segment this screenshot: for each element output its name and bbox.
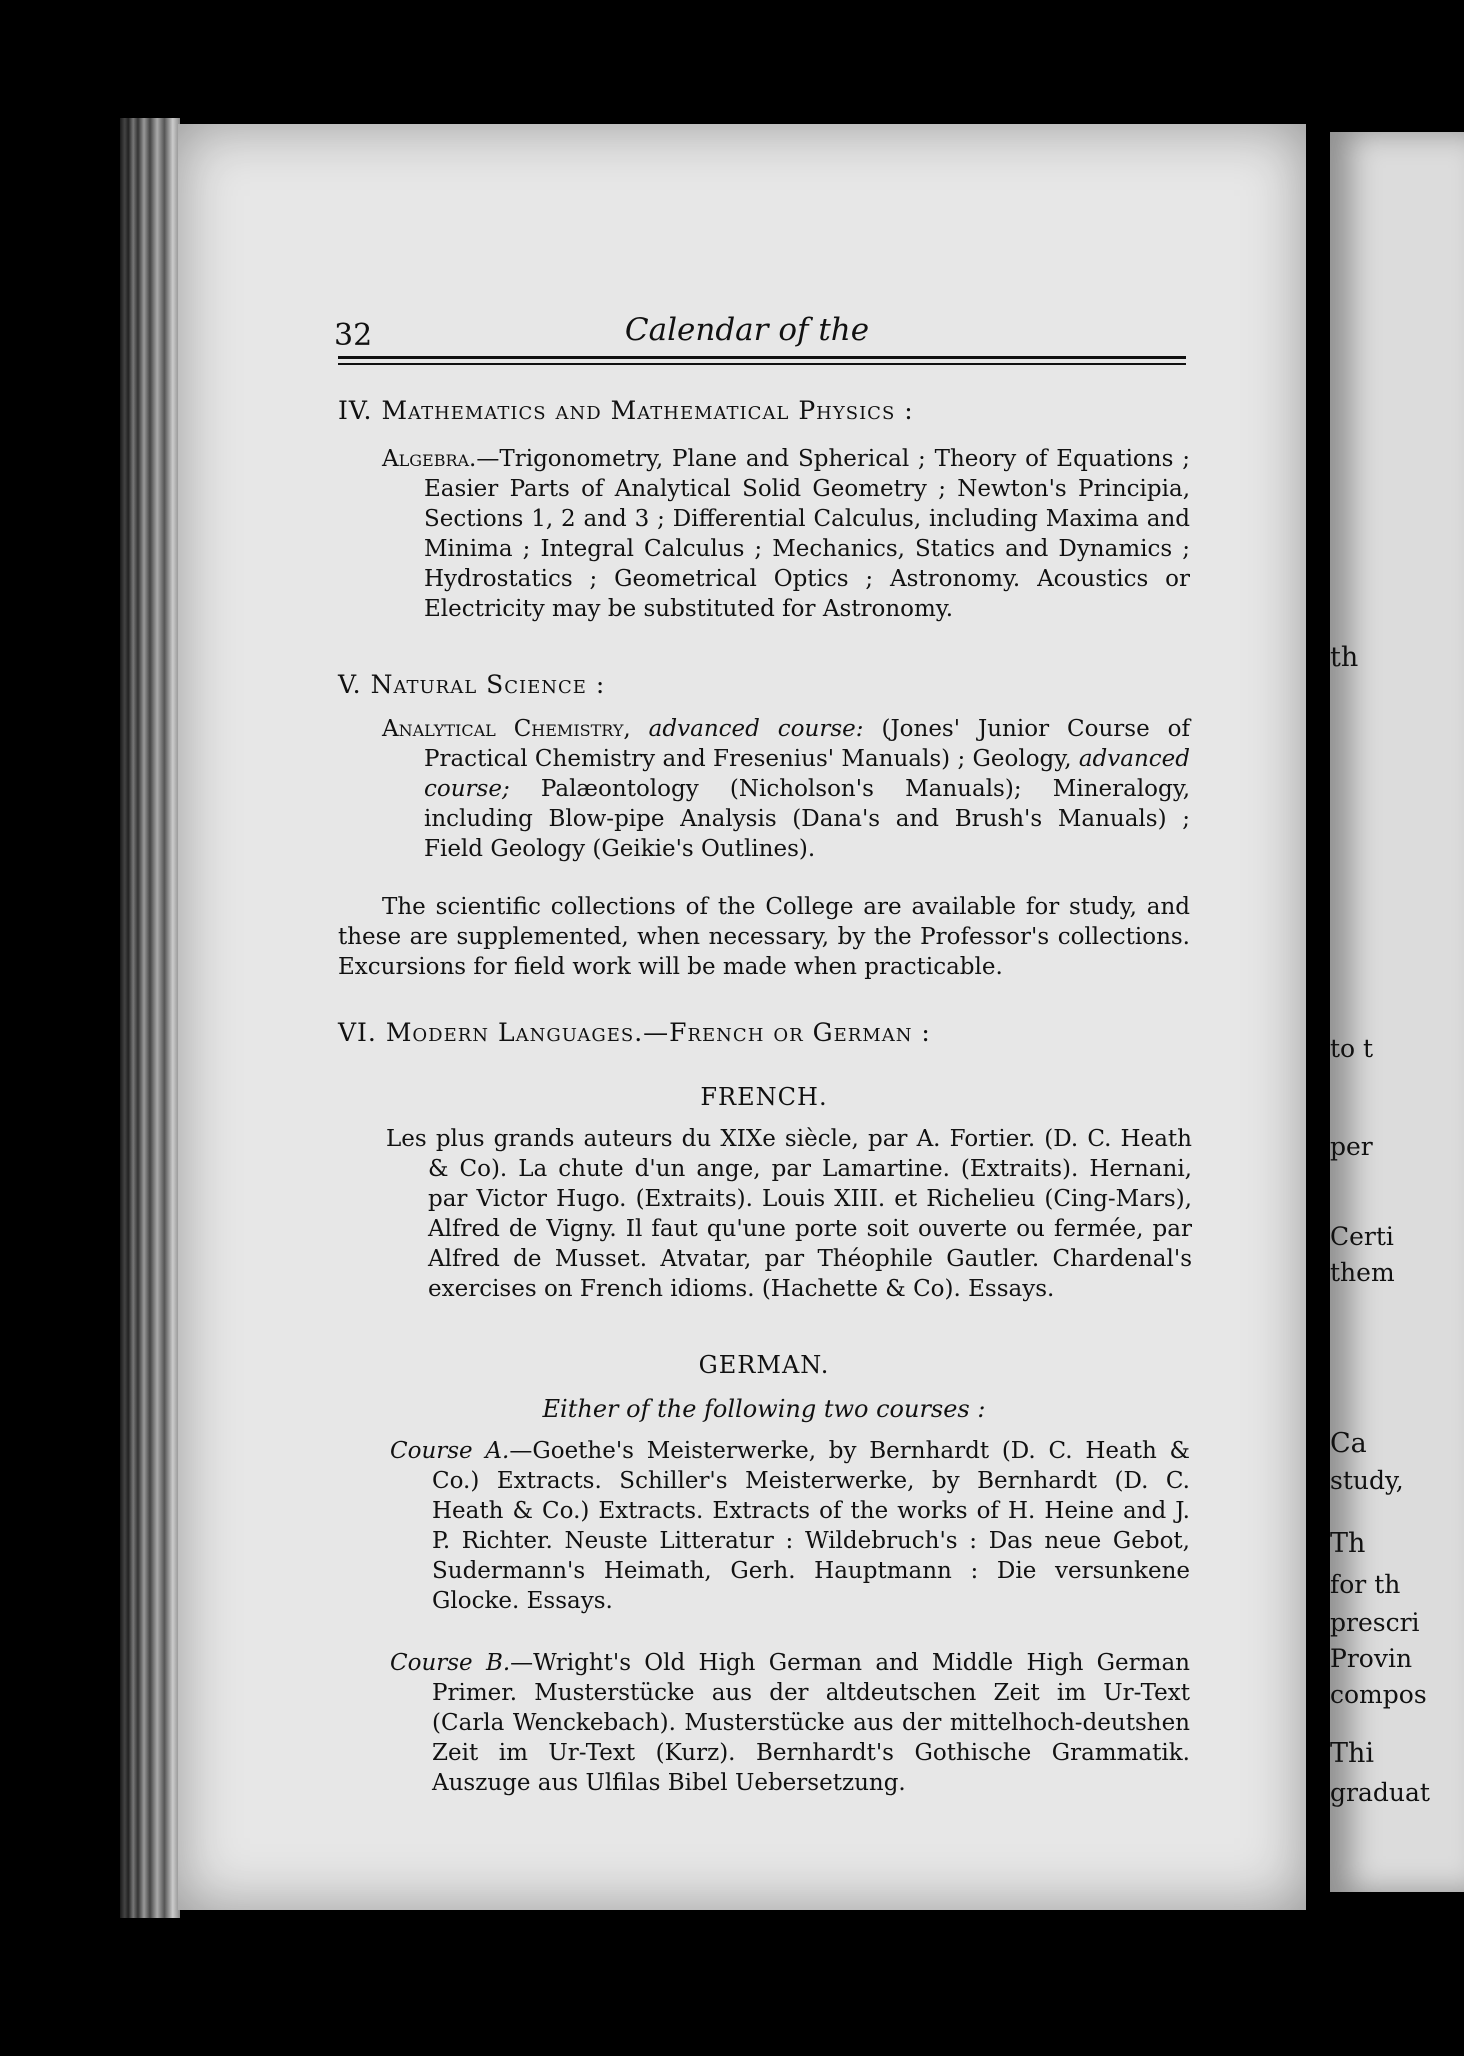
header-rule — [338, 363, 1186, 365]
facing-fragment: study, — [1330, 1466, 1404, 1495]
running-title: Calendar of the — [624, 312, 870, 348]
algebra-text: —Trigonometry, Plane and Spherical ; Theory of Equations ; Easier Parts of Analytical Solid Geometry ; Newton's Principia, Sections 1, 2 and 3 ; Differential Calculus, including Maxima and Minima ; Integral Calculus ; Mechanics, Statics and Dynamics ; Hydrostatics ; Geometrical Optics ; Astronomy. Acoustics or Electricity may be substituted for Astronomy. — [424, 446, 1190, 622]
header-rule — [338, 356, 1186, 359]
facing-fragment: them — [1330, 1258, 1395, 1287]
facing-fragment: per — [1330, 1132, 1373, 1161]
facing-fragment: Th — [1330, 1528, 1366, 1559]
course-a — [390, 1436, 1190, 1616]
course-b-label: Course B. — [390, 1650, 511, 1676]
facing-fragment: th — [1330, 642, 1359, 673]
geology-advanced-label: advanced course; — [424, 746, 1191, 802]
german-title: GERMAN. — [698, 1351, 830, 1379]
course-a-label: Course A. — [390, 1438, 510, 1464]
facing-fragment: compos — [1330, 1680, 1427, 1709]
left-page — [178, 124, 1306, 1910]
palaeontology-text: Palæontology (Nicholson's Manuals); Mineralogy, including Blow-pipe Analysis (Dana's and Brush's Manuals) ; Field Geology (Geikie's Outlines). — [424, 776, 1190, 862]
page-number: 32 — [334, 318, 373, 353]
facing-fragment: to t — [1330, 1034, 1374, 1063]
course-b-text: —Wright's Old High German and Middle High German Primer. Musterstücke aus der altdeutschen Zeit im Ur-Text (Carla Wenckebach). Musterstücke aus der mittelhoch-deutshen Zeit im Ur-Text (Kurz). Bernhardt's Gothische Grammatik. Auszuge aus Ulfilas Bibel Uebersetzung. — [432, 1650, 1190, 1796]
section-iv-body — [382, 444, 1190, 624]
german-subtitle: Either of the following two courses : — [542, 1395, 986, 1423]
collections-note: The scientific collections of the College are available for study, and these are supplemented, when necessary, by the Professor's collections. Excursions for field work will be made when practicable. — [338, 894, 1190, 980]
facing-page — [1330, 132, 1464, 1892]
french-text: Les plus grands auteurs du XIXe siècle, par A. Fortier. (D. C. Heath & Co). La chute d'un ange, par Lamartine. (Extraits). Hernani, par Victor Hugo. (Extraits). Louis XIII. et Richelieu (Cing-Mars), Alfred de Vigny. Il faut qu'une porte soit ouverte ou fermée, par Alfred de Musset. Atvatar, par Théophile Gautler. Chardenal's exercises on French idioms. (Hachette & Co). Essays. — [386, 1126, 1192, 1302]
book-page-edges — [120, 118, 180, 1918]
course-b — [390, 1648, 1190, 1798]
facing-fragment: Ca — [1330, 1428, 1367, 1459]
algebra-label: Algebra. — [382, 446, 477, 472]
chemistry-text: (Jones' Junior Course of Practical Chemistry and Fresenius' Manuals) ; Geology, — [424, 716, 1190, 772]
section-v-body — [382, 714, 1190, 864]
analytical-chemistry-label: Analytical Chemistry, — [382, 716, 631, 742]
advanced-course-label: advanced course: — [648, 716, 864, 742]
facing-fragment: graduat — [1330, 1778, 1430, 1807]
french-title: FRENCH. — [700, 1083, 828, 1111]
facing-fragment: prescri — [1330, 1608, 1420, 1637]
facing-fragment: Certi — [1330, 1222, 1394, 1251]
facing-fragment: Thi — [1330, 1738, 1375, 1769]
facing-fragment: for th — [1330, 1570, 1401, 1599]
course-a-text: —Goethe's Meisterwerke, by Bernhardt (D. C. Heath & Co.) Extracts. Schiller's Meisterwerke, by Bernhardt (D. C. Heath & Co.) Extracts. Extracts of the works of H. Heine and J. P. Richter. Neuste Litteratur : Wildebruch's : Das neue Gebot, Sudermann's Heimath, Gerh. Hauptmann : Die versunkene Glocke. Essays. — [432, 1438, 1190, 1614]
section-iv-heading: IV. Mathematics and Mathematical Physics : — [338, 396, 914, 425]
facing-fragment: Provin — [1330, 1644, 1413, 1673]
section-v-heading: V. Natural Science : — [338, 670, 606, 699]
section-vi-heading: VI. Modern Languages.—French or German : — [338, 1018, 931, 1047]
